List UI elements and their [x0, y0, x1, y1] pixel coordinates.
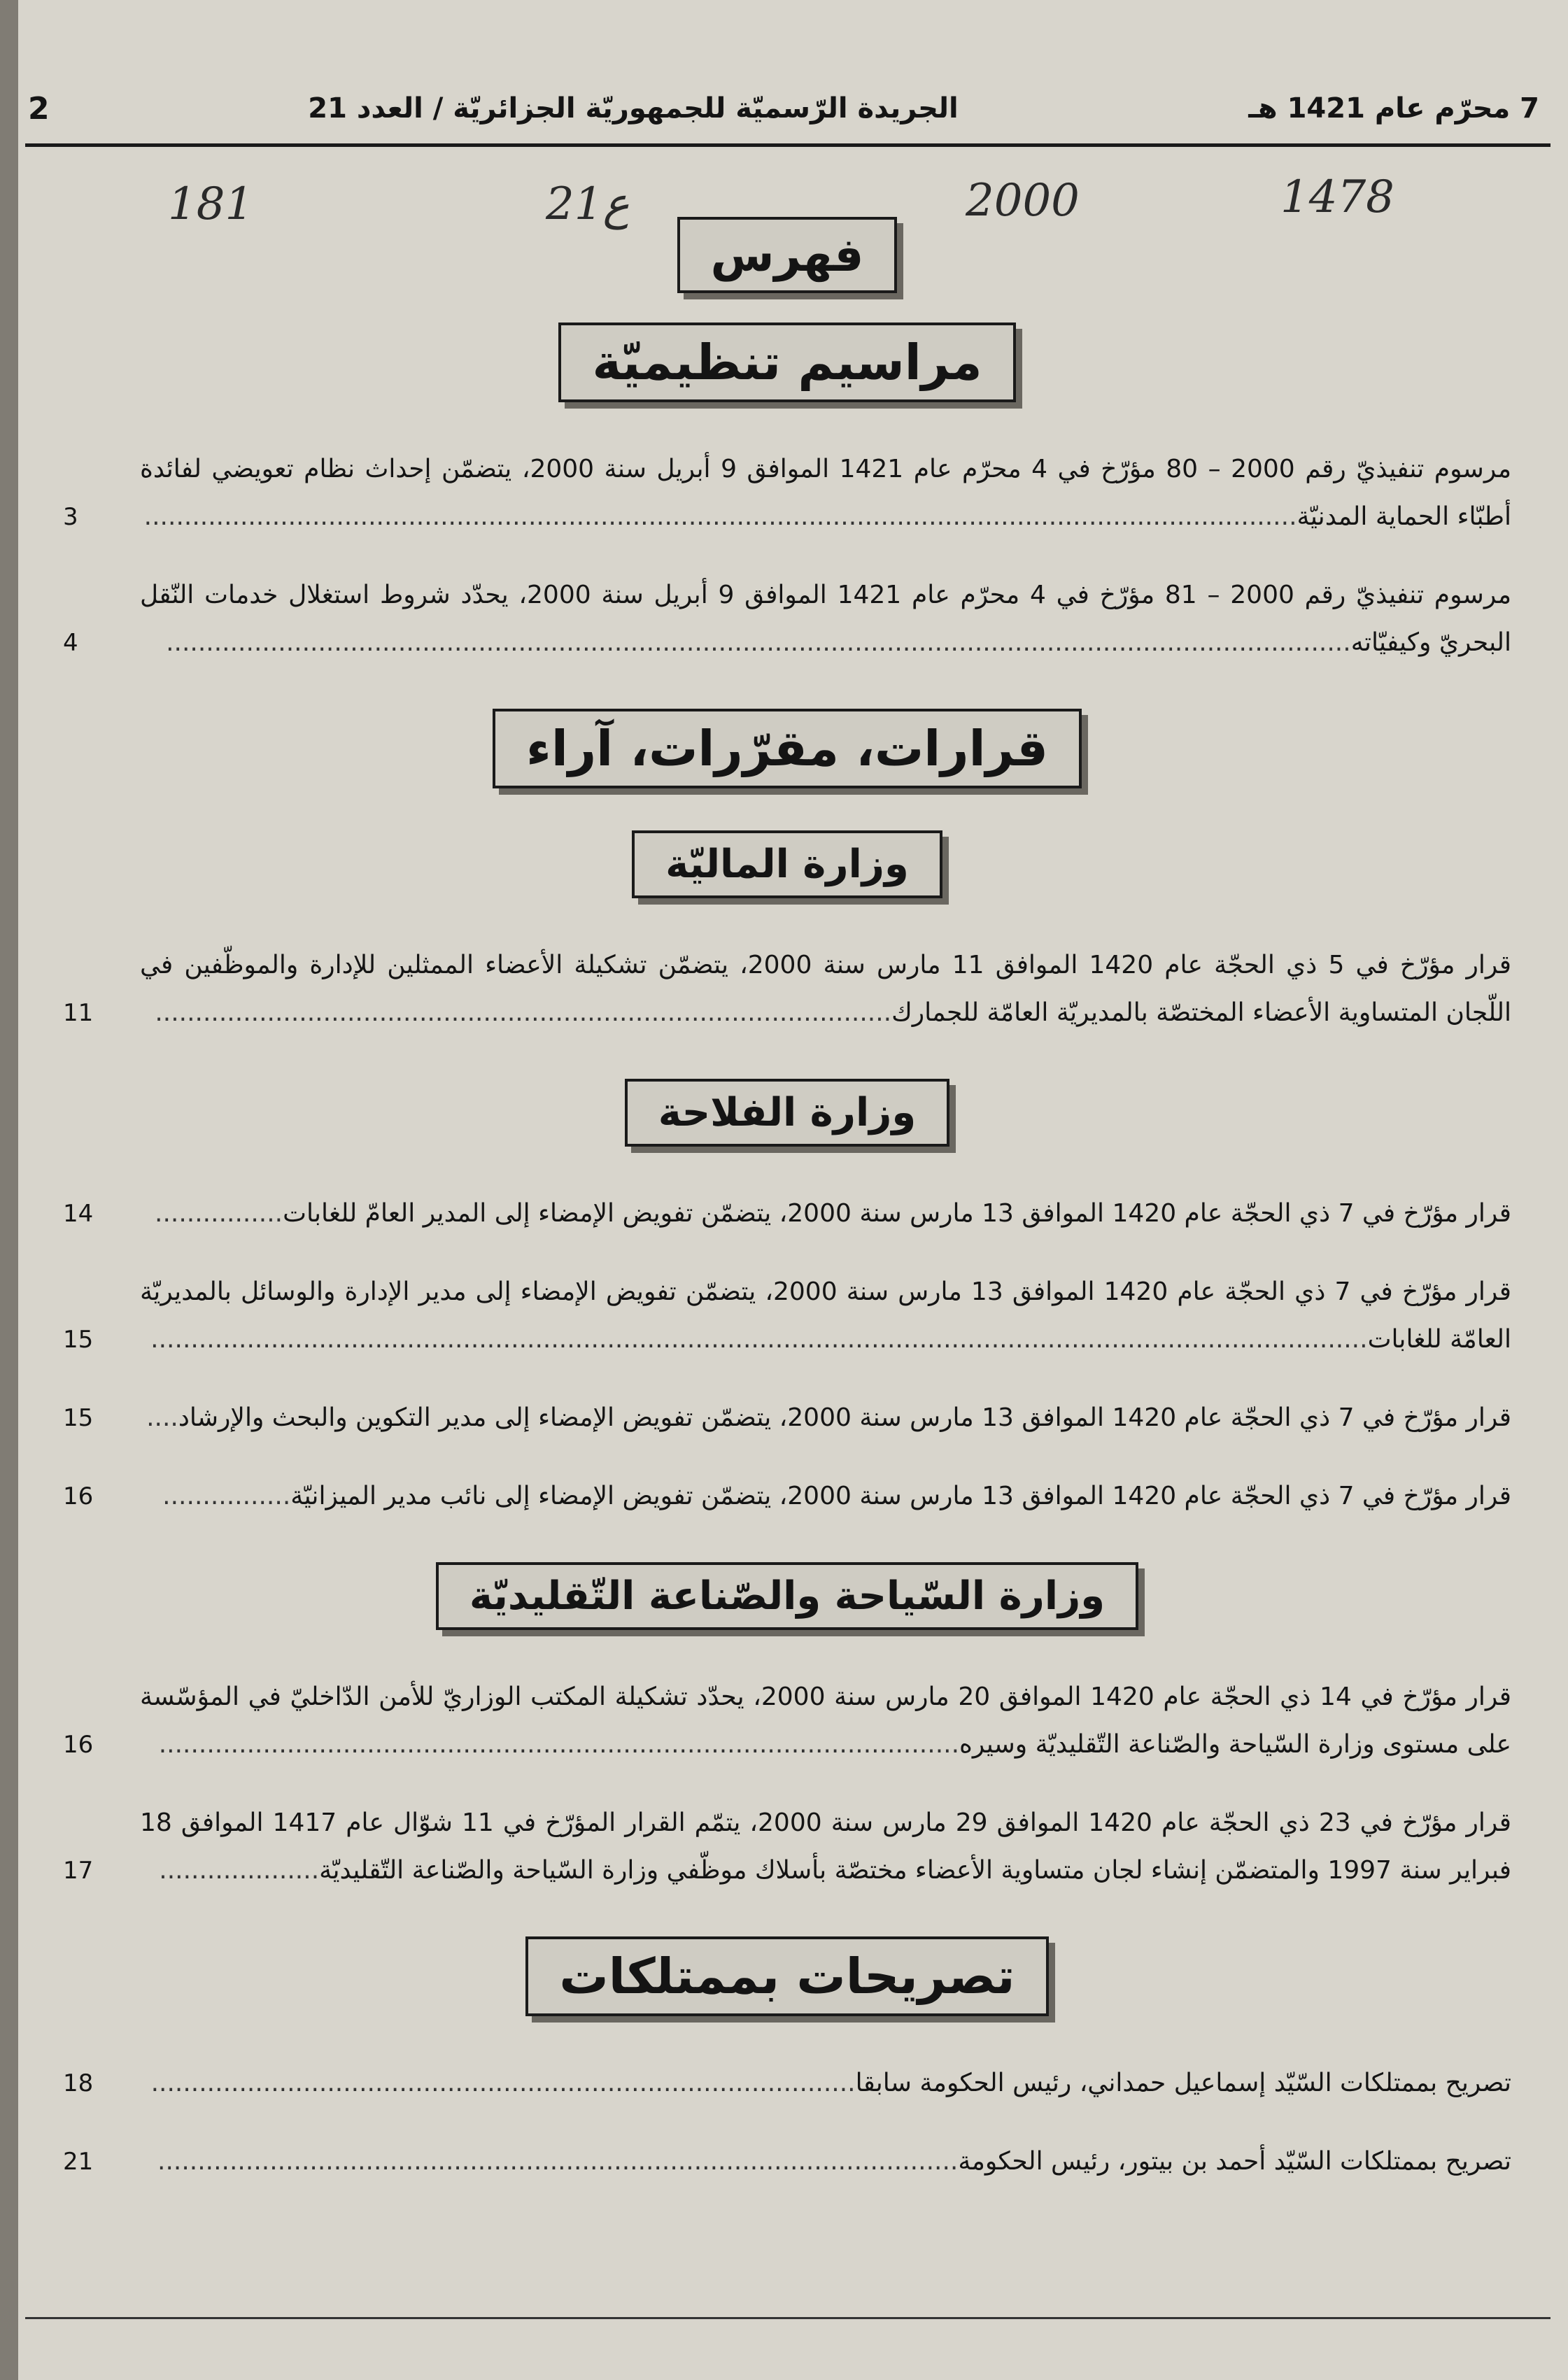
- dot-leader: ........................................................................................: [150, 2069, 856, 2097]
- entry-text-block: [140, 572, 1511, 667]
- entry-title: قرار مؤرّخ في 5 ذي الحجّة عام 1420 الموافق 11 مارس سنة 2000، يتضمّن تشكيلة الأعضاء الممثلين للإدارة والموظّفين في اللّجان المتساوية الأعضاء المختصّة بالمديريّة العامّة للجمارك: [140, 951, 1511, 1027]
- handwritten-note: 21ع: [546, 178, 630, 230]
- ministry-title-box: [436, 1562, 1138, 1630]
- entry-text-block: [140, 446, 1511, 541]
- scan-edge: [0, 0, 18, 2380]
- entry-text-block: [140, 1799, 1511, 1894]
- ministry-title: وزارة الماليّة: [665, 842, 909, 887]
- dot-leader: ....: [146, 1403, 178, 1432]
- toc-entry[interactable]: [63, 2060, 1511, 2107]
- entry-title: قرار مؤرّخ في 7 ذي الحجّة عام 1420 الموافق 13 مارس سنة 2000، يتضمّن تفويض الإمضاء إلى مدير الإدارة والوسائل بالمديريّة العامّة للغابات: [140, 1277, 1511, 1354]
- ministry-title: وزارة الفلاحة: [658, 1090, 917, 1135]
- toc-entry[interactable]: [63, 1268, 1511, 1363]
- entry-title: مرسوم تنفيذيّ رقم 2000 – 80 مؤرّخ في 4 محرّم عام 1421 الموافق 9 أبريل سنة 2000، يتضمّن إحداث نظام تعويضي لفائدة أطبّاء الحماية المدنيّة: [140, 455, 1511, 531]
- dot-leader: ........................................................................................................................................................: [150, 1325, 1368, 1354]
- entry-page-number: 18: [63, 2069, 94, 2097]
- section-title-box: [558, 323, 1015, 402]
- section-title-box: [493, 709, 1082, 788]
- entry-text-block: [140, 1190, 1511, 1238]
- page-number: 2: [28, 90, 50, 127]
- dot-leader: ................................................................................................................................................: [143, 502, 1297, 531]
- handwritten-note: 1478: [1280, 171, 1394, 223]
- entry-page-number: 15: [63, 1326, 94, 1354]
- entry-page-number: 3: [63, 503, 78, 531]
- handwritten-note: 2000: [966, 175, 1080, 227]
- dot-leader: ....................................................................................................: [157, 2147, 959, 2176]
- entry-page-number: 4: [63, 629, 78, 657]
- entry-text-block: [140, 1673, 1511, 1769]
- entry-title: تصريح بممتلكات السّيّد إسماعيل حمداني، رئيس الحكومة سابقا: [855, 2069, 1511, 2097]
- section-title-box: [525, 1936, 1048, 2016]
- index-title: فهرس: [710, 228, 864, 282]
- dot-leader: ....................................................................................................: [158, 1730, 960, 1759]
- header-rule: [25, 143, 1551, 147]
- index-title-box: [677, 217, 898, 293]
- entry-text-block: [140, 1473, 1511, 1520]
- dot-leader: ................: [162, 1482, 291, 1510]
- entry-title: قرار مؤرّخ في 14 ذي الحجّة عام 1420 الموافق 20 مارس سنة 2000، يحدّد تشكيلة المكتب الوزاريّ للأمن الدّاخليّ في المؤسّسة على مستوى وزارة السّياحة والصّناعة التّقليديّة وسيره: [140, 1683, 1511, 1759]
- entry-text-block: [140, 2060, 1511, 2107]
- dot-leader: ....................: [159, 1856, 320, 1885]
- entry-page-number: 11: [63, 999, 94, 1027]
- ministry-title-box: [625, 1079, 949, 1147]
- entry-page-number: 17: [63, 1857, 94, 1885]
- toc-entry[interactable]: [63, 1394, 1511, 1442]
- toc-entry[interactable]: [63, 572, 1511, 667]
- table-of-contents: [63, 210, 1511, 2186]
- entry-title: قرار مؤرّخ في 7 ذي الحجّة عام 1420 الموافق 13 مارس سنة 2000، يتضمّن تفويض الإمضاء إلى المدير العامّ للغابات: [283, 1199, 1511, 1228]
- entry-text-block: [140, 1268, 1511, 1363]
- entry-page-number: 16: [63, 1731, 94, 1759]
- toc-entry[interactable]: [63, 1473, 1511, 1520]
- footer-rule: [25, 2317, 1551, 2319]
- entry-text-block: [140, 942, 1511, 1037]
- ministry-title-box: [632, 830, 942, 898]
- toc-entry[interactable]: [63, 446, 1511, 541]
- ministry-title: وزارة السّياحة والصّناعة التّقليديّة: [469, 1573, 1106, 1619]
- entry-title: قرار مؤرّخ في 7 ذي الحجّة عام 1420 الموافق 13 مارس سنة 2000، يتضمّن تفويض الإمضاء إلى نائب مدير الميزانيّة: [290, 1482, 1511, 1510]
- sections-container: [63, 323, 1511, 2186]
- entry-text-block: [140, 2138, 1511, 2186]
- entry-page-number: 15: [63, 1404, 94, 1432]
- toc-entry[interactable]: [63, 1673, 1511, 1769]
- entry-title: مرسوم تنفيذيّ رقم 2000 – 81 مؤرّخ في 4 محرّم عام 1421 الموافق 9 أبريل سنة 2000، يحدّد شروط استغلال خدمات النّقل البحريّ وكيفيّاته: [140, 581, 1511, 657]
- toc-entry[interactable]: [63, 2138, 1511, 2186]
- entry-title: قرار مؤرّخ في 7 ذي الحجّة عام 1420 الموافق 13 مارس سنة 2000، يتضمّن تفويض الإمضاء إلى مدير التكوين والبحث والإرشاد: [178, 1403, 1511, 1432]
- toc-entry[interactable]: [63, 942, 1511, 1037]
- section-title: تصريحات بممتلكات: [559, 1948, 1015, 2005]
- entry-text-block: [140, 1394, 1511, 1442]
- dot-leader: ....................................................................................................................................................: [166, 628, 1351, 657]
- publication-title: الجريدة الرّسميّة للجمهوريّة الجزائريّة / العدد 21: [308, 92, 959, 125]
- section-title: قرارات، مقرّرات، آراء: [526, 720, 1048, 777]
- entry-page-number: 16: [63, 1482, 94, 1510]
- issue-date: 7 محرّم عام 1421 هـ: [1248, 92, 1539, 125]
- page-header: [28, 63, 1539, 154]
- toc-entry[interactable]: [63, 1799, 1511, 1894]
- toc-entry[interactable]: [63, 1190, 1511, 1238]
- handwritten-note: 181: [168, 178, 254, 230]
- entry-page-number: 14: [63, 1200, 94, 1228]
- entry-title: تصريح بممتلكات السّيّد أحمد بن بيتور، رئيس الحكومة: [958, 2147, 1511, 2176]
- dot-leader: ................: [155, 1199, 283, 1228]
- section-title: مراسيم تنظيميّة: [592, 334, 982, 391]
- dot-leader: ............................................................................................: [155, 998, 892, 1027]
- entry-title: قرار مؤرّخ في 23 ذي الحجّة عام 1420 الموافق 29 مارس سنة 2000، يتمّم القرار المؤرّخ في 11 شوّال عام 1417 الموافق 18 فبراير سنة 1997 والمتضمّن إنشاء لجان متساوية الأعضاء مختصّة بأسلاك موظّفي وزارة السّياحة والصّناعة التّقليديّة: [140, 1808, 1511, 1885]
- entry-page-number: 21: [63, 2148, 94, 2176]
